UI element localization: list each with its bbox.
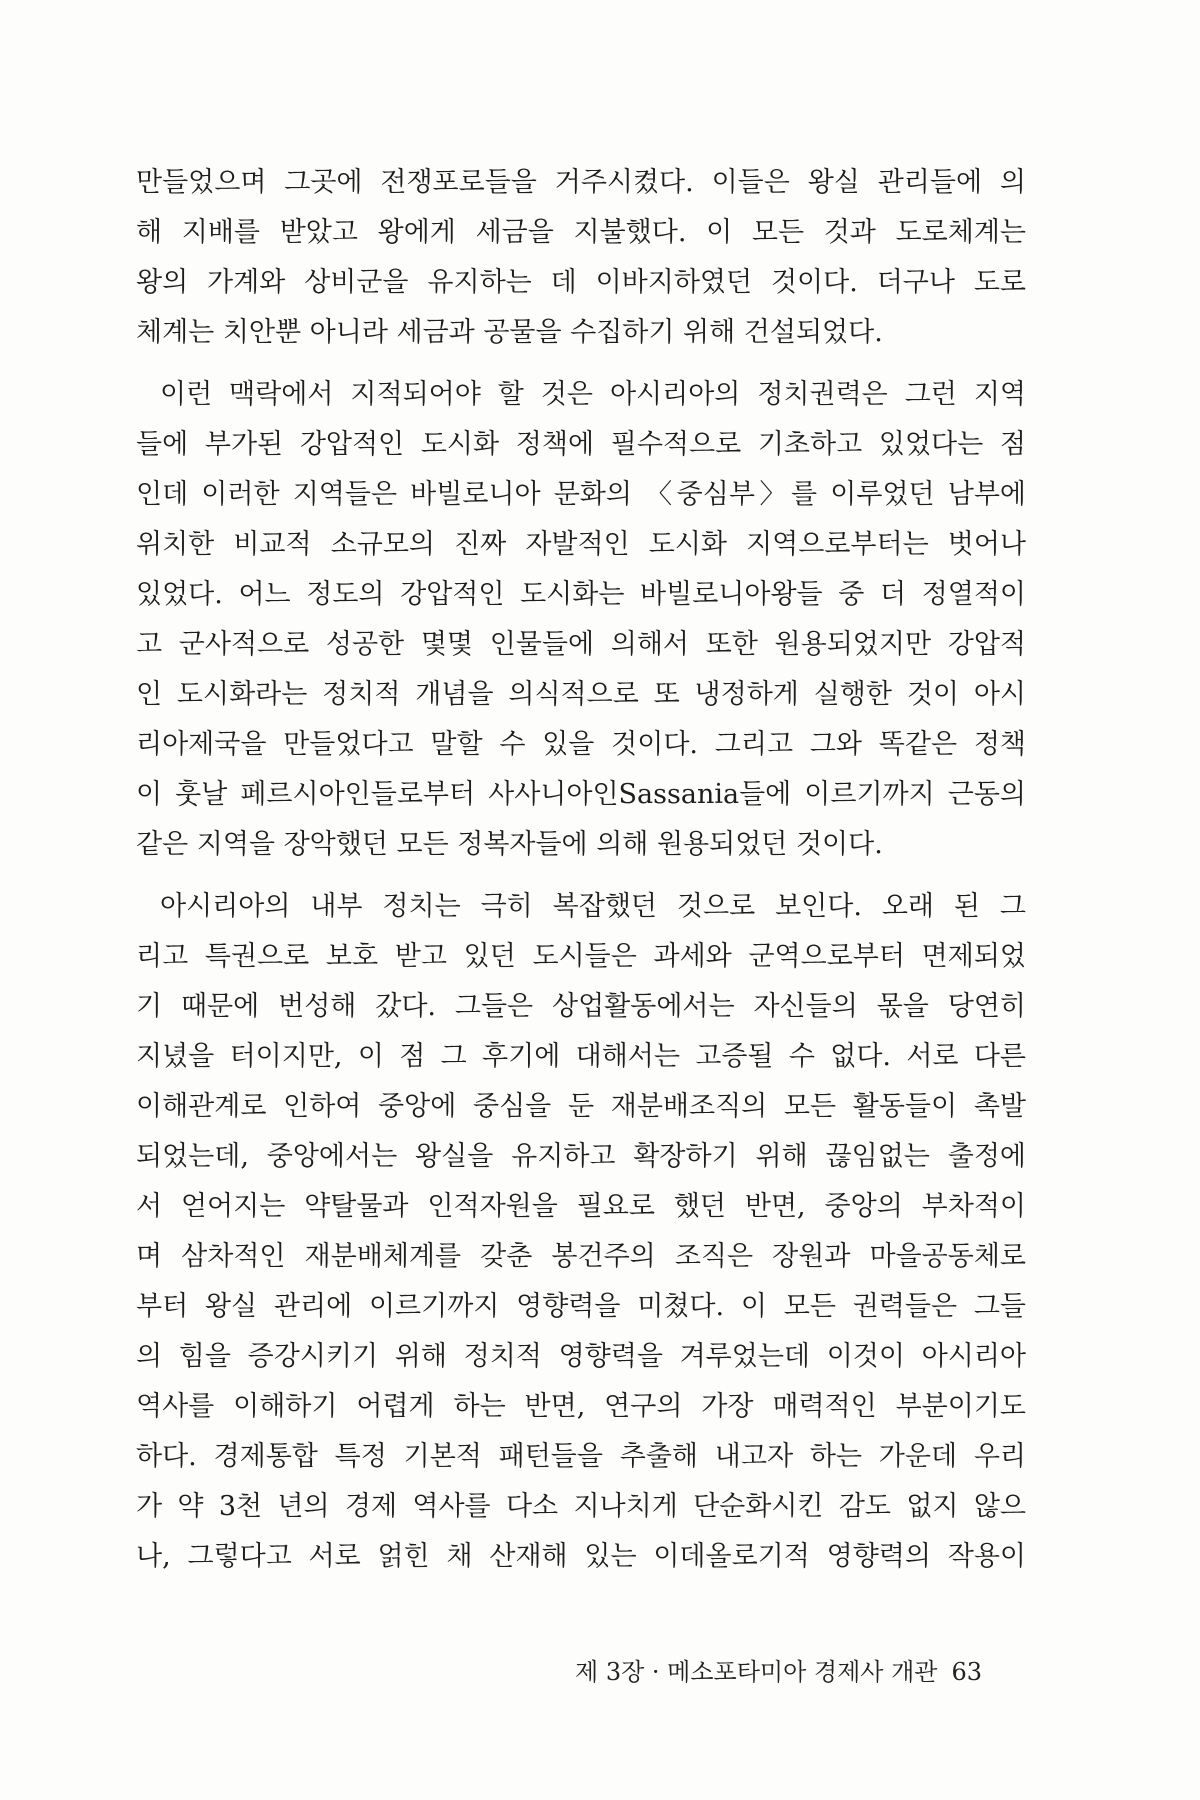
text-line: 서 얻어지는 약탈물과 인적자원을 필요로 했던 반면, 중앙의 부차적이 xyxy=(136,1191,1026,1222)
text-line: 있었다. 어느 정도의 강압적인 도시화는 바빌로니아왕들 중 더 정열적이 xyxy=(136,579,1026,610)
text-line: 이 훗날 페르시아인들로부터 사사니아인Sassania들에 이르기까지 근동의 xyxy=(136,779,1026,810)
paragraph-2 xyxy=(136,370,1026,870)
text-line: 만들었으며 그곳에 전쟁포로들을 거주시켰다. 이들은 왕실 관리들에 의 xyxy=(136,167,1026,198)
text-line: 인 도시화라는 정치적 개념을 의식적으로 또 냉정하게 실행한 것이 아시 xyxy=(136,679,1026,710)
text-line: 나, 그렇다고 서로 얽힌 채 산재해 있는 이데올로기적 영향력의 작용이 xyxy=(136,1541,1026,1572)
text-line: 며 삼차적인 재분배체계를 갖춘 봉건주의 조직은 장원과 마을공동체로 xyxy=(136,1241,1026,1272)
text-line: 체계는 치안뿐 아니라 세금과 공물을 수집하기 위해 건설되었다. xyxy=(136,317,883,348)
text-line: 기 때문에 번성해 갔다. 그들은 상업활동에서는 자신들의 몫을 당연히 xyxy=(136,991,1026,1022)
text-line: 지녔을 터이지만, 이 점 그 후기에 대해서는 고증될 수 없다. 서로 다른 xyxy=(136,1041,1026,1072)
text-line: 되었는데, 중앙에서는 왕실을 유지하고 확장하기 위해 끊임없는 출정에 xyxy=(136,1141,1026,1172)
body-text xyxy=(136,158,1026,1582)
text-line: 리아제국을 만들었다고 말할 수 있을 것이다. 그리고 그와 똑같은 정책 xyxy=(136,729,1026,760)
text-line: 고 군사적으로 성공한 몇몇 인물들에 의해서 또한 원용되었지만 강압적 xyxy=(136,629,1026,660)
text-line: 의 힘을 증강시키기 위해 정치적 영향력을 겨루었는데 이것이 아시리아 xyxy=(136,1341,1026,1372)
text-line: 이런 맥락에서 지적되어야 할 것은 아시리아의 정치권력은 그런 지역 xyxy=(160,379,1026,410)
text-line: 부터 왕실 관리에 이르기까지 영향력을 미쳤다. 이 모든 권력들은 그들 xyxy=(136,1291,1026,1322)
text-line: 이해관계로 인하여 중앙에 중심을 둔 재분배조직의 모든 활동들이 촉발 xyxy=(136,1091,1026,1122)
text-line: 가 약 3천 년의 경제 역사를 다소 지나치게 단순화시킨 감도 없지 않으 xyxy=(136,1491,1026,1522)
text-line: 위치한 비교적 소규모의 진짜 자발적인 도시화 지역으로부터는 벗어나 xyxy=(136,529,1026,560)
text-line: 같은 지역을 장악했던 모든 정복자들에 의해 원용되었던 것이다. xyxy=(136,829,883,860)
paragraph-gap xyxy=(136,870,1026,882)
page-number: 63 xyxy=(951,1658,982,1686)
text-line: 아시리아의 내부 정치는 극히 복잡했던 것으로 보인다. 오래 된 그 xyxy=(160,891,1026,922)
text-line: 해 지배를 받았고 왕에게 세금을 지불했다. 이 모든 것과 도로체계는 xyxy=(136,217,1026,248)
text-line: 하다. 경제통합 특정 기본적 패턴들을 추출해 내고자 하는 가운데 우리 xyxy=(136,1441,1026,1472)
text-line: 역사를 이해하기 어렵게 하는 반면, 연구의 가장 매력적인 부분이기도 xyxy=(136,1391,1026,1422)
text-line: 들에 부가된 강압적인 도시화 정책에 필수적으로 기초하고 있었다는 점 xyxy=(136,429,1026,460)
page-footer xyxy=(575,1652,982,1692)
text-line: 왕의 가계와 상비군을 유지하는 데 이바지하였던 것이다. 더구나 도로 xyxy=(136,267,1026,298)
paragraph-gap xyxy=(136,358,1026,370)
chapter-title: 제 3장 · 메소포타미아 경제사 개관 xyxy=(575,1658,938,1686)
text-line: 인데 이러한 지역들은 바빌로니아 문화의 〈중심부〉를 이루었던 남부에 xyxy=(136,479,1026,510)
paragraph-3 xyxy=(136,882,1026,1582)
text-line: 리고 특권으로 보호 받고 있던 도시들은 과세와 군역으로부터 면제되었 xyxy=(136,941,1026,972)
paragraph-1 xyxy=(136,158,1026,358)
